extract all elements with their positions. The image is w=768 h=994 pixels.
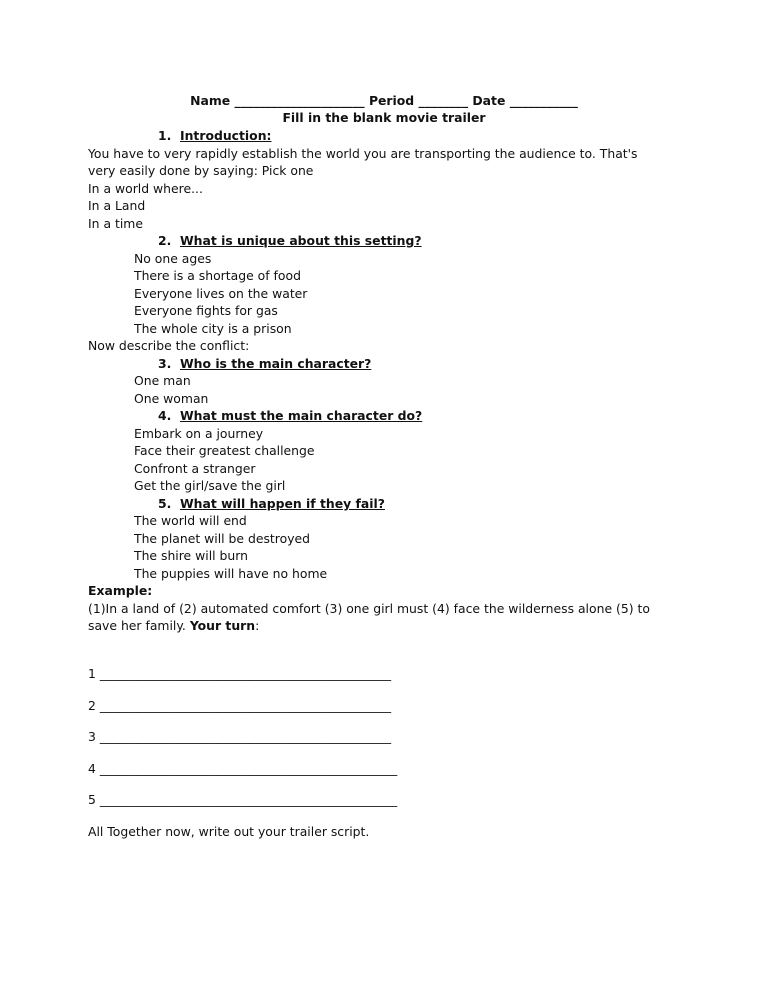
answer-line-1[interactable]: 1 _______________________________________________ xyxy=(88,666,392,681)
conflict-prompt: Now describe the conflict: xyxy=(88,338,250,353)
section-heading-4: 4. What must the main character do? xyxy=(158,408,423,423)
answer-blank[interactable]: ________________________________________________ xyxy=(99,761,398,776)
closing-instruction: All Together now, write out your trailer script. xyxy=(88,824,370,839)
date-blank[interactable]: ___________ xyxy=(509,93,578,108)
answer-blank[interactable]: _______________________________________________ xyxy=(99,666,392,681)
period-blank[interactable]: ________ xyxy=(418,93,469,108)
option-item: The world will end xyxy=(134,513,247,528)
option-item: Get the girl/save the girl xyxy=(134,478,286,493)
option-item: The whole city is a prison xyxy=(134,321,292,336)
section-heading-1: 1. Introduction: xyxy=(158,128,272,143)
section-heading-2: 2. What is unique about this setting? xyxy=(158,233,422,248)
option-item: No one ages xyxy=(134,251,212,266)
option-item: In a time xyxy=(88,216,143,231)
option-item: The shire will burn xyxy=(134,548,248,563)
page-title: Fill in the blank movie trailer xyxy=(282,110,486,125)
example-label: Example: xyxy=(88,583,153,598)
option-item: Confront a stranger xyxy=(134,461,256,476)
option-item: The planet will be destroyed xyxy=(134,531,311,546)
option-item: One man xyxy=(134,373,191,388)
option-item: There is a shortage of food xyxy=(134,268,301,283)
answer-blank[interactable]: _______________________________________________ xyxy=(99,698,392,713)
option-item: One woman xyxy=(134,391,209,406)
name-blank[interactable]: _____________________ xyxy=(234,93,365,108)
section-heading-5: 5. What will happen if they fail? xyxy=(158,496,385,511)
option-item: In a world where... xyxy=(88,181,203,196)
intro-text-line-2: very easily done by saying: Pick one xyxy=(88,163,314,178)
option-item: In a Land xyxy=(88,198,146,213)
answer-blank[interactable]: _______________________________________________ xyxy=(99,729,392,744)
header-line xyxy=(0,92,768,109)
option-item: Embark on a journey xyxy=(134,426,264,441)
option-item: Everyone lives on the water xyxy=(134,286,308,301)
period-label: Period xyxy=(368,93,415,108)
example-line-2: save her family. Your turn: xyxy=(88,618,260,633)
option-item: Face their greatest challenge xyxy=(134,443,315,458)
answer-blank[interactable]: ________________________________________________ xyxy=(99,792,398,807)
intro-text-line-1: You have to very rapidly establish the world you are transporting the audience to. That's xyxy=(88,146,638,161)
option-item: The puppies will have no home xyxy=(134,566,328,581)
date-label: Date xyxy=(472,93,506,108)
answer-line-5[interactable]: 5 ________________________________________________ xyxy=(88,792,398,807)
option-item: Everyone fights for gas xyxy=(134,303,278,318)
answer-line-3[interactable]: 3 _______________________________________________ xyxy=(88,729,392,744)
example-line-1: (1)In a land of (2) automated comfort (3) one girl must (4) face the wilderness alone (5) to xyxy=(88,601,650,616)
name-label: Name xyxy=(190,93,231,108)
section-heading-3: 3. Who is the main character? xyxy=(158,356,372,371)
your-turn-label: Your turn xyxy=(189,618,256,633)
answer-line-4[interactable]: 4 ________________________________________________ xyxy=(88,761,398,776)
answer-line-2[interactable]: 2 _______________________________________________ xyxy=(88,698,392,713)
